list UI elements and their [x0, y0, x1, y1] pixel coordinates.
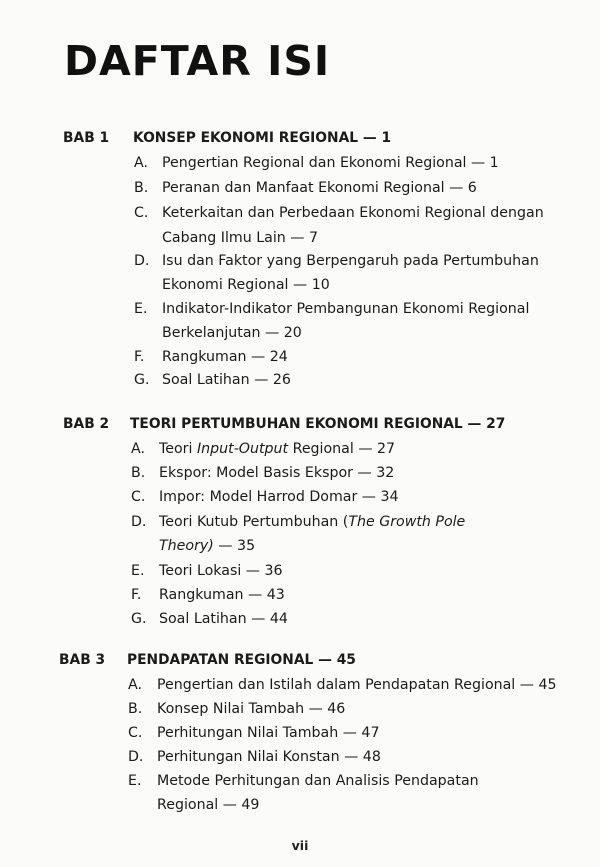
entry-letter: C. — [131, 489, 146, 505]
entry-text: Cabang Ilmu Lain — 7 — [162, 230, 319, 246]
chapter-heading — [0, 416, 600, 438]
entry-letter: D. — [134, 253, 150, 269]
entry-text-part: — 35 — [213, 538, 256, 554]
entry-text: Peranan dan Manfaat Ekonomi Regional — 6 — [162, 180, 477, 196]
entry-letter: F. — [134, 349, 145, 365]
entry-text-part: Teori — [159, 441, 197, 457]
chapter-label: BAB 3 — [59, 652, 106, 668]
chapter-heading — [0, 652, 600, 674]
entry-letter: A. — [131, 441, 145, 457]
entry-text: Impor: Model Harrod Domar — 34 — [159, 489, 399, 505]
entry-text-italic: Theory) — [159, 538, 214, 554]
entry-text-part: Teori Kutub Pertumbuhan ( — [159, 514, 349, 530]
entry-text: Soal Latihan — 44 — [159, 611, 288, 627]
page-number: vii — [291, 838, 309, 853]
entry-letter: D. — [128, 749, 144, 765]
entry-letter: F. — [131, 587, 142, 603]
entry-text: Teori Lokasi — 36 — [159, 563, 283, 579]
entry-text-italic: The Growth Pole — [348, 514, 466, 530]
entry-text-italic: Input-Output — [196, 441, 289, 457]
entry-letter: B. — [128, 701, 143, 717]
entry-letter: D. — [131, 514, 147, 530]
entry-text: Berkelanjutan — 20 — [162, 325, 302, 341]
chapter-title: PENDAPATAN REGIONAL — 45 — [127, 652, 356, 668]
chapter-label: BAB 2 — [63, 416, 110, 432]
entry-text: Pengertian Regional dan Ekonomi Regional — 1 — [162, 155, 499, 171]
entry-letter: A. — [128, 677, 142, 693]
entry-text: Perhitungan Nilai Konstan — 48 — [157, 749, 381, 765]
chapter-title: KONSEP EKONOMI REGIONAL — 1 — [133, 130, 392, 146]
entry-text: Regional — 49 — [157, 797, 260, 813]
page-title: DAFTAR ISI — [64, 37, 331, 85]
entry-letter: G. — [131, 611, 147, 627]
entry-text-part: Regional — 27 — [288, 441, 396, 457]
entry-text — [159, 437, 395, 461]
entry-text: Isu dan Faktor yang Berpengaruh pada Pertumbuhan — [162, 253, 539, 269]
entry-text: Perhitungan Nilai Tambah — 47 — [157, 725, 380, 741]
entry-letter: B. — [131, 465, 146, 481]
entry-text — [159, 534, 255, 558]
entry-text: Ekspor: Model Basis Ekspor — 32 — [159, 465, 395, 481]
entry-text: Indikator-Indikator Pembangunan Ekonomi Regional — [162, 301, 530, 317]
entry-letter: C. — [128, 725, 143, 741]
entry-letter: E. — [131, 563, 145, 579]
entry-text: Pengertian dan Istilah dalam Pendapatan Regional — 45 — [157, 677, 557, 693]
entry-text: Ekonomi Regional — 10 — [162, 277, 330, 293]
entry-letter: C. — [134, 205, 149, 221]
entry-text: Konsep Nilai Tambah — 46 — [157, 701, 346, 717]
chapter-label: BAB 1 — [63, 130, 110, 146]
chapter-title: TEORI PERTUMBUHAN EKONOMI REGIONAL — 27 — [130, 416, 506, 432]
entry-text: Soal Latihan — 26 — [162, 372, 291, 388]
entry-letter: A. — [134, 155, 148, 171]
chapter-heading — [0, 130, 600, 152]
entry-letter: G. — [134, 372, 150, 388]
entry-letter: E. — [134, 301, 148, 317]
entry-text — [159, 510, 465, 534]
entry-text: Keterkaitan dan Perbedaan Ekonomi Regional dengan — [162, 205, 544, 221]
entry-letter: E. — [128, 773, 142, 789]
entry-text: Metode Perhitungan dan Analisis Pendapatan — [157, 773, 479, 789]
entry-text: Rangkuman — 43 — [159, 587, 285, 603]
entry-letter: B. — [134, 180, 149, 196]
entry-text: Rangkuman — 24 — [162, 349, 288, 365]
